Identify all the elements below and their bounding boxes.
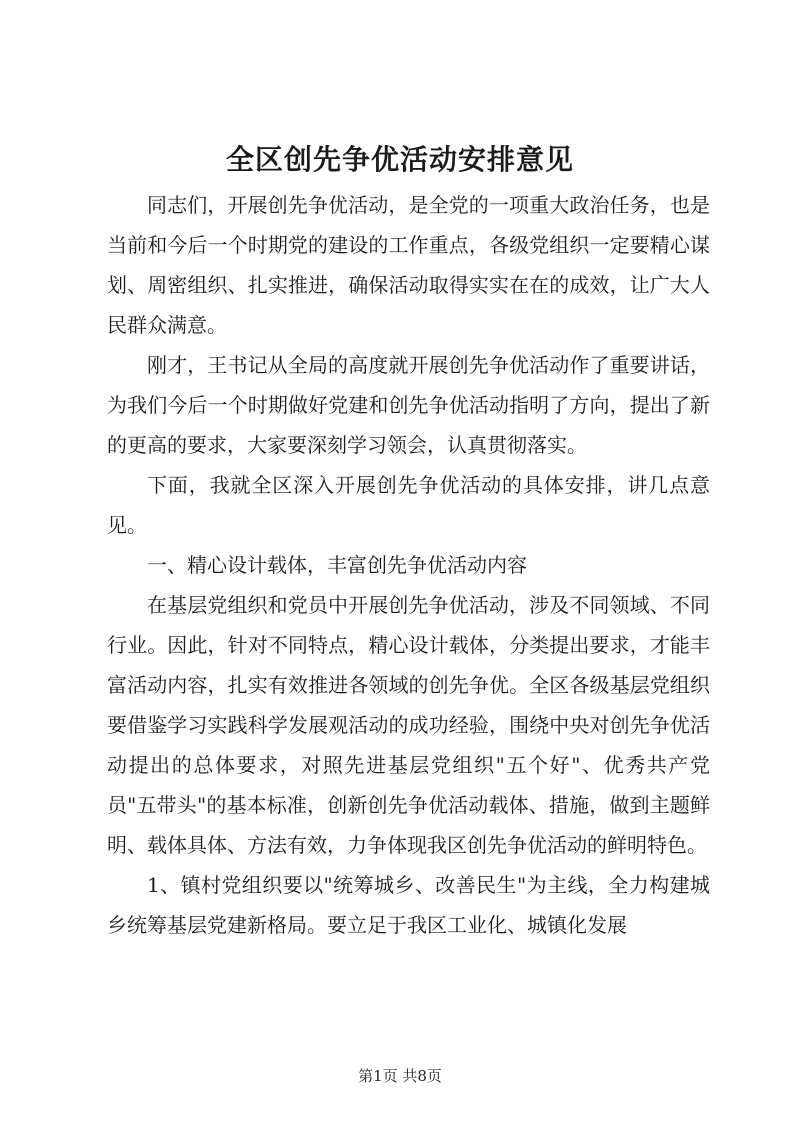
- document-body: [107, 185, 710, 945]
- paragraph-section-1: 在基层党组织和党员中开展创先争优活动，涉及不同领域、不同行业。因此，针对不同特点，精心设计载体，分类提出要求，才能丰富活动内容，扎实有效推进各领域的创先争优。全区各级基层党组织要借鉴学习实践科学发展观活动的成功经验，围绕中央对创先争优活动提出的总体要求，对照先进基层党组织"五个好"、优秀共产党员"五带头"的基本标准，创新创先争优活动载体、措施，做到主题鲜明、载体具体、方法有效，力争体现我区创先争优活动的鲜明特色。: [107, 593, 710, 857]
- paragraph-opening: 同志们，开展创先争优活动，是全党的一项重大政治任务，也是当前和今后一个时期党的建设的工作重点，各级党组织一定要精心谋划、周密组织、扎实推进，确保活动取得实实在在的成效，让广大人民群众满意。: [107, 193, 710, 337]
- section-heading-1: 一、精心设计载体，丰富创先争优活动内容: [147, 553, 527, 577]
- paragraph-speech-reference: 刚才，王书记从全局的高度就开展创先争优活动作了重要讲话，为我们今后一个时期做好党建和创先争优活动指明了方向，提出了新的更高的要求，大家要深刻学习领会，认真贯彻落实。: [107, 353, 710, 457]
- document-title: 全区创先争优活动安排意见: [225, 143, 574, 176]
- paragraph-intro: 下面，我就全区深入开展创先争优活动的具体安排，讲几点意见。: [107, 473, 710, 537]
- paragraph-item-1: 1、镇村党组织要以"统筹城乡、改善民生"为主线，全力构建城乡统筹基层党建新格局。要立足于我区工业化、城镇化发展: [107, 873, 710, 937]
- page-footer: 第1页 共8页: [358, 1067, 442, 1085]
